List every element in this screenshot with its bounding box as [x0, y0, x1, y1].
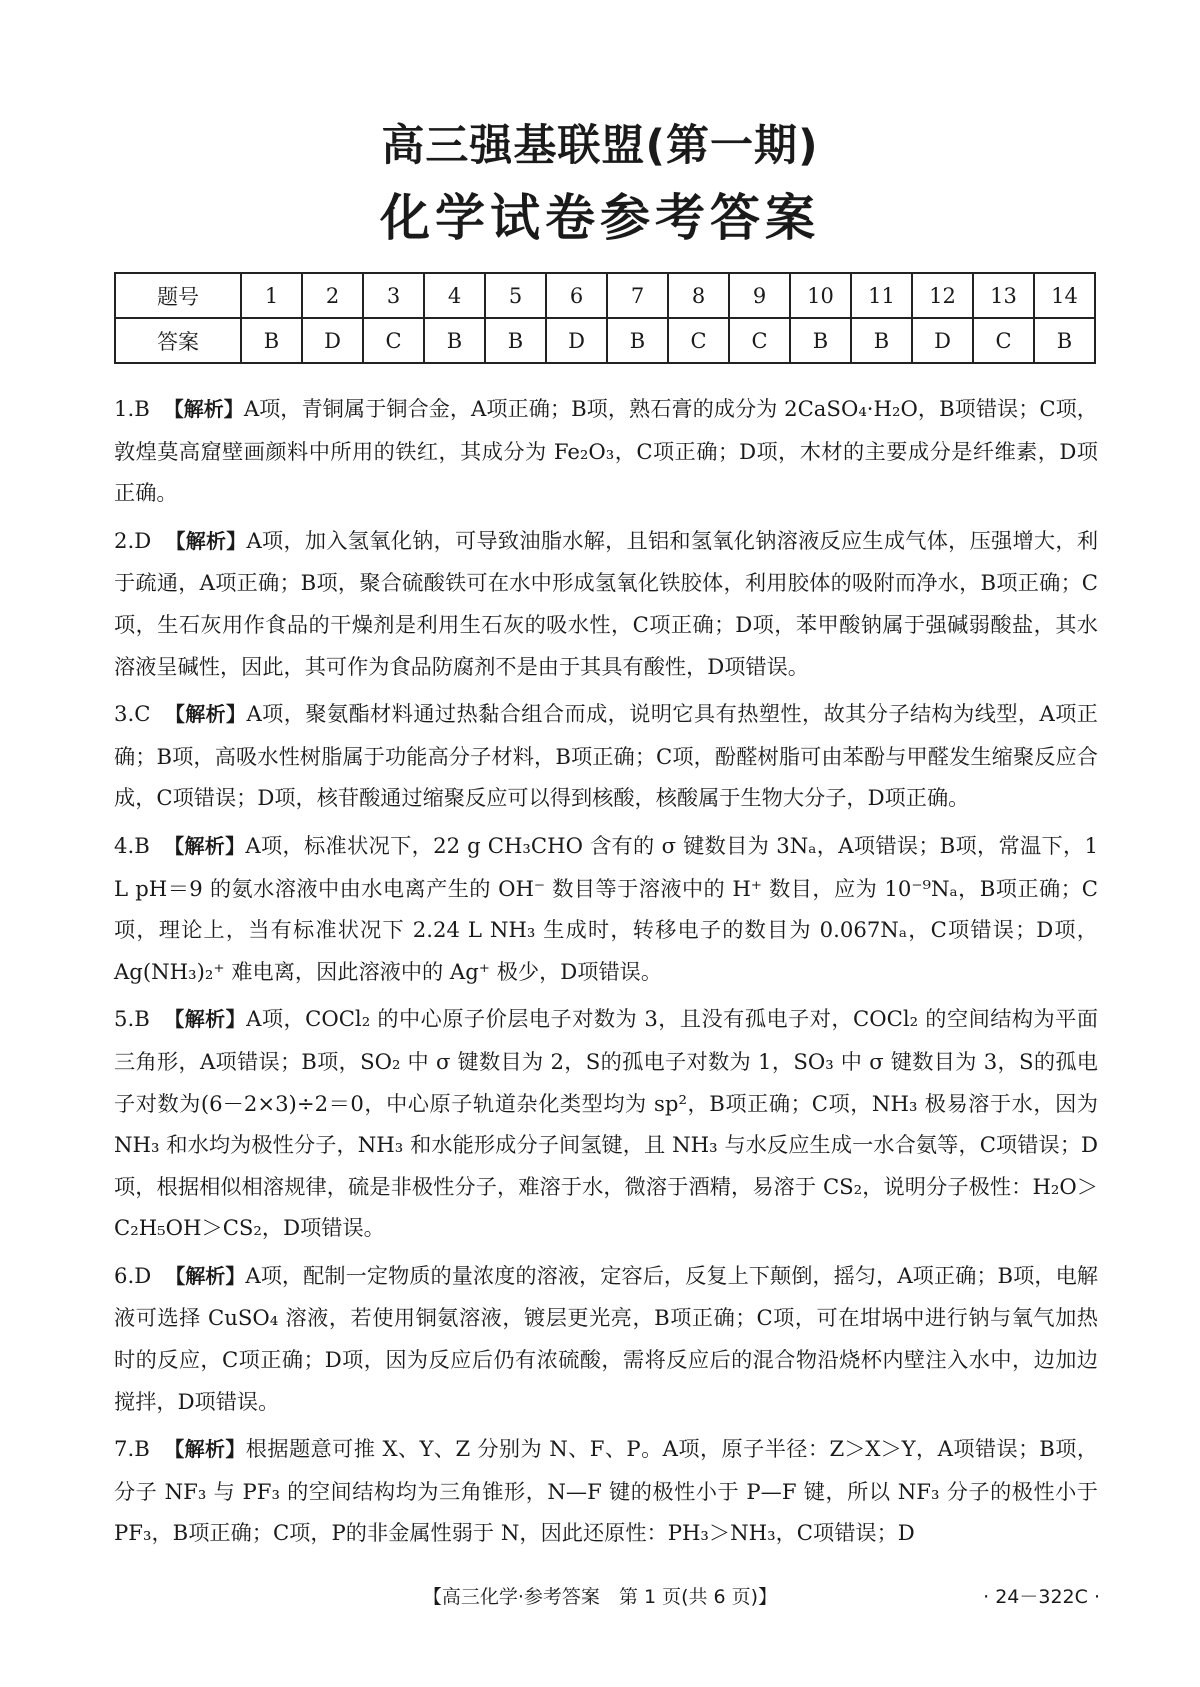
- analysis-tag: 【解析】: [163, 1007, 247, 1032]
- analysis-text: A项，COCl₂ 的中心原子价层电子对数为 3，且没有孤电子对，COCl₂ 的空间结构为平面三角形，A项错误；B项，SO₂ 中 σ 键数目为 2，S的孤电子对数为 1，SO₃ 中 σ 键数目为 3，S的孤电子对数为(6－2×3)÷2＝0，中心原子轨道杂化类型均为 sp²，B项正确；C项，NH₃ 极易溶于水，因为 NH₃ 和水均为极性分子，NH₃ 和水能形成分子间氢键，且 NH₃ 与水反应生成一水合氨等，C项错误；D项，根据相似相溶规律，硫是非极性分子，难溶于水，微溶于酒精，易溶于 CS₂，说明分子极性：H₂O＞C₂H₅OH＞CS₂，D项错误。: [114, 1006, 1099, 1241]
- answer-cell: B: [607, 318, 668, 363]
- analysis-item-1: [114, 388, 1098, 514]
- answer-cell: C: [729, 318, 790, 363]
- question-answer-label: 6.D: [114, 1262, 152, 1288]
- answer-cell: B: [1034, 318, 1095, 363]
- question-answer-label: 7.B: [114, 1436, 150, 1462]
- question-number: 13: [973, 273, 1034, 318]
- analysis-tag: 【解析】: [165, 1263, 246, 1288]
- answer-table: [114, 272, 1096, 364]
- page-footer: 【高三化学·参考答案 第 1 页(共 6 页)】: [422, 1586, 778, 1608]
- question-number: 3: [363, 273, 424, 318]
- analysis-item-3: [114, 693, 1098, 819]
- page-title-line2: 化学试卷参考答案: [380, 189, 820, 247]
- table-header-number: 题号: [115, 273, 241, 318]
- answer-table-answer-row: [115, 318, 1095, 363]
- analysis-text: A项，聚氨酯材料通过热黏合组合而成，说明它具有热塑性，故其分子结构为线型，A项正确；B项，高吸水性树脂属于功能高分子材料，B项正确；C项，酚醛树脂可由苯酚与甲醛发生缩聚反应合成，C项错误；D项，核苷酸通过缩聚反应可以得到核酸，核酸属于生物大分子，D项正确。: [114, 701, 1098, 811]
- analysis-tag: 【解析】: [163, 833, 246, 858]
- question-answer-label: 2.D: [114, 527, 152, 553]
- page-title-line1: 高三强基联盟(第一期): [381, 121, 819, 171]
- analysis-tag: 【解析】: [163, 1437, 246, 1462]
- answer-cell: C: [973, 318, 1034, 363]
- analysis-tag: 【解析】: [163, 397, 244, 421]
- answer-table-number-row: [115, 273, 1095, 318]
- question-number: 4: [424, 273, 485, 318]
- question-number: 2: [302, 273, 363, 318]
- question-answer-label: 4.B: [114, 832, 150, 858]
- question-number: 7: [607, 273, 668, 318]
- question-number: 10: [790, 273, 851, 318]
- analysis-item-6: [114, 1255, 1098, 1422]
- table-header-answer: 答案: [115, 318, 241, 363]
- answer-cell: C: [363, 318, 424, 363]
- analysis-tag: 【解析】: [165, 528, 247, 553]
- analysis-text: A项，配制一定物质的量浓度的溶液，定容后，反复上下颠倒，摇匀，A项正确；B项，电解液可选择 CuSO₄ 溶液，若使用铜氨溶液，镀层更光亮，B项正确；C项，可在坩埚中进行钠与氧气加热时的反应，C项正确；D项，因为反应后仍有浓硫酸，需将反应后的混合物沿烧杯内壁注入水中，边加边搅拌，D项错误。: [114, 1262, 1098, 1414]
- question-number: 12: [912, 273, 973, 318]
- analysis-text: A项，标准状况下，22 g CH₃CHO 含有的 σ 键数目为 3Nₐ，A项错误；B项，常温下，1 L pH＝9 的氨水溶液中由水电离产生的 OH⁻ 数目等于溶液中的 H⁺ 数目，应为 10⁻⁹Nₐ，B项正确；C项，理论上，当有标准状况下 2.24 L NH₃ 生成时，转移电子的数目为 0.067Nₐ，C项错误；D项，Ag(NH₃)₂⁺ 难电离，因此溶液中的 Ag⁺ 极少，D项错误。: [114, 832, 1099, 984]
- question-number: 8: [668, 273, 729, 318]
- answer-cell: B: [424, 318, 485, 363]
- analysis-list: [114, 388, 1098, 1560]
- answer-cell: D: [302, 318, 363, 363]
- answer-cell: B: [790, 318, 851, 363]
- question-number: 11: [851, 273, 912, 318]
- analysis-item-4: [114, 825, 1098, 992]
- question-answer-label: 3.C: [114, 701, 151, 727]
- analysis-text: 根据题意可推 X、Y、Z 分别为 N、F、P。A项，原子半径：Z＞X＞Y，A项错误；B项，分子 NF₃ 与 PF₃ 的空间结构均为三角锥形，N—F 键的极性小于 P—F 键，所以 NF₃ 分子的极性小于 PF₃，B项正确；C项，P的非金属性弱于 N，因此还原性：PH₃＞NH₃，C项错误；D: [114, 1436, 1099, 1546]
- analysis-text: A项，青铜属于铜合金，A项正确；B项，熟石膏的成分为 2CaSO₄·H₂O，B项错误；C项，敦煌莫高窟壁画颜料中所用的铁红，其成分为 Fe₂O₃，C项正确；D项，木材的主要成分是纤维素，D项正确。: [114, 396, 1098, 506]
- analysis-text: A项，加入氢氧化钠，可导致油脂水解，且铝和氢氧化钠溶液反应生成气体，压强增大，利于疏通，A项正确；B项，聚合硫酸铁可在水中形成氢氧化铁胶体，利用胶体的吸附而净水，B项正确；C项，生石灰用作食品的干燥剂是利用生石灰的吸水性，C项正确；D项，苯甲酸钠属于强碱弱酸盐，其水溶液呈碱性，因此，其可作为食品防腐剂不是由于其具有酸性，D项错误。: [114, 527, 1099, 679]
- analysis-item-5: [114, 998, 1098, 1249]
- answer-cell: B: [241, 318, 302, 363]
- question-number: 6: [546, 273, 607, 318]
- document-code: · 24－322C ·: [983, 1586, 1100, 1608]
- answer-cell: D: [546, 318, 607, 363]
- question-number: 1: [241, 273, 302, 318]
- answer-cell: C: [668, 318, 729, 363]
- analysis-tag: 【解析】: [164, 702, 247, 727]
- analysis-item-2: [114, 520, 1098, 687]
- question-answer-label: 5.B: [114, 1006, 150, 1032]
- question-number: 5: [485, 273, 546, 318]
- question-answer-label: 1.B: [114, 396, 150, 421]
- answer-cell: B: [851, 318, 912, 363]
- question-number: 9: [729, 273, 790, 318]
- question-number: 14: [1034, 273, 1095, 318]
- analysis-item-7: [114, 1428, 1098, 1554]
- answer-cell: B: [485, 318, 546, 363]
- answer-cell: D: [912, 318, 973, 363]
